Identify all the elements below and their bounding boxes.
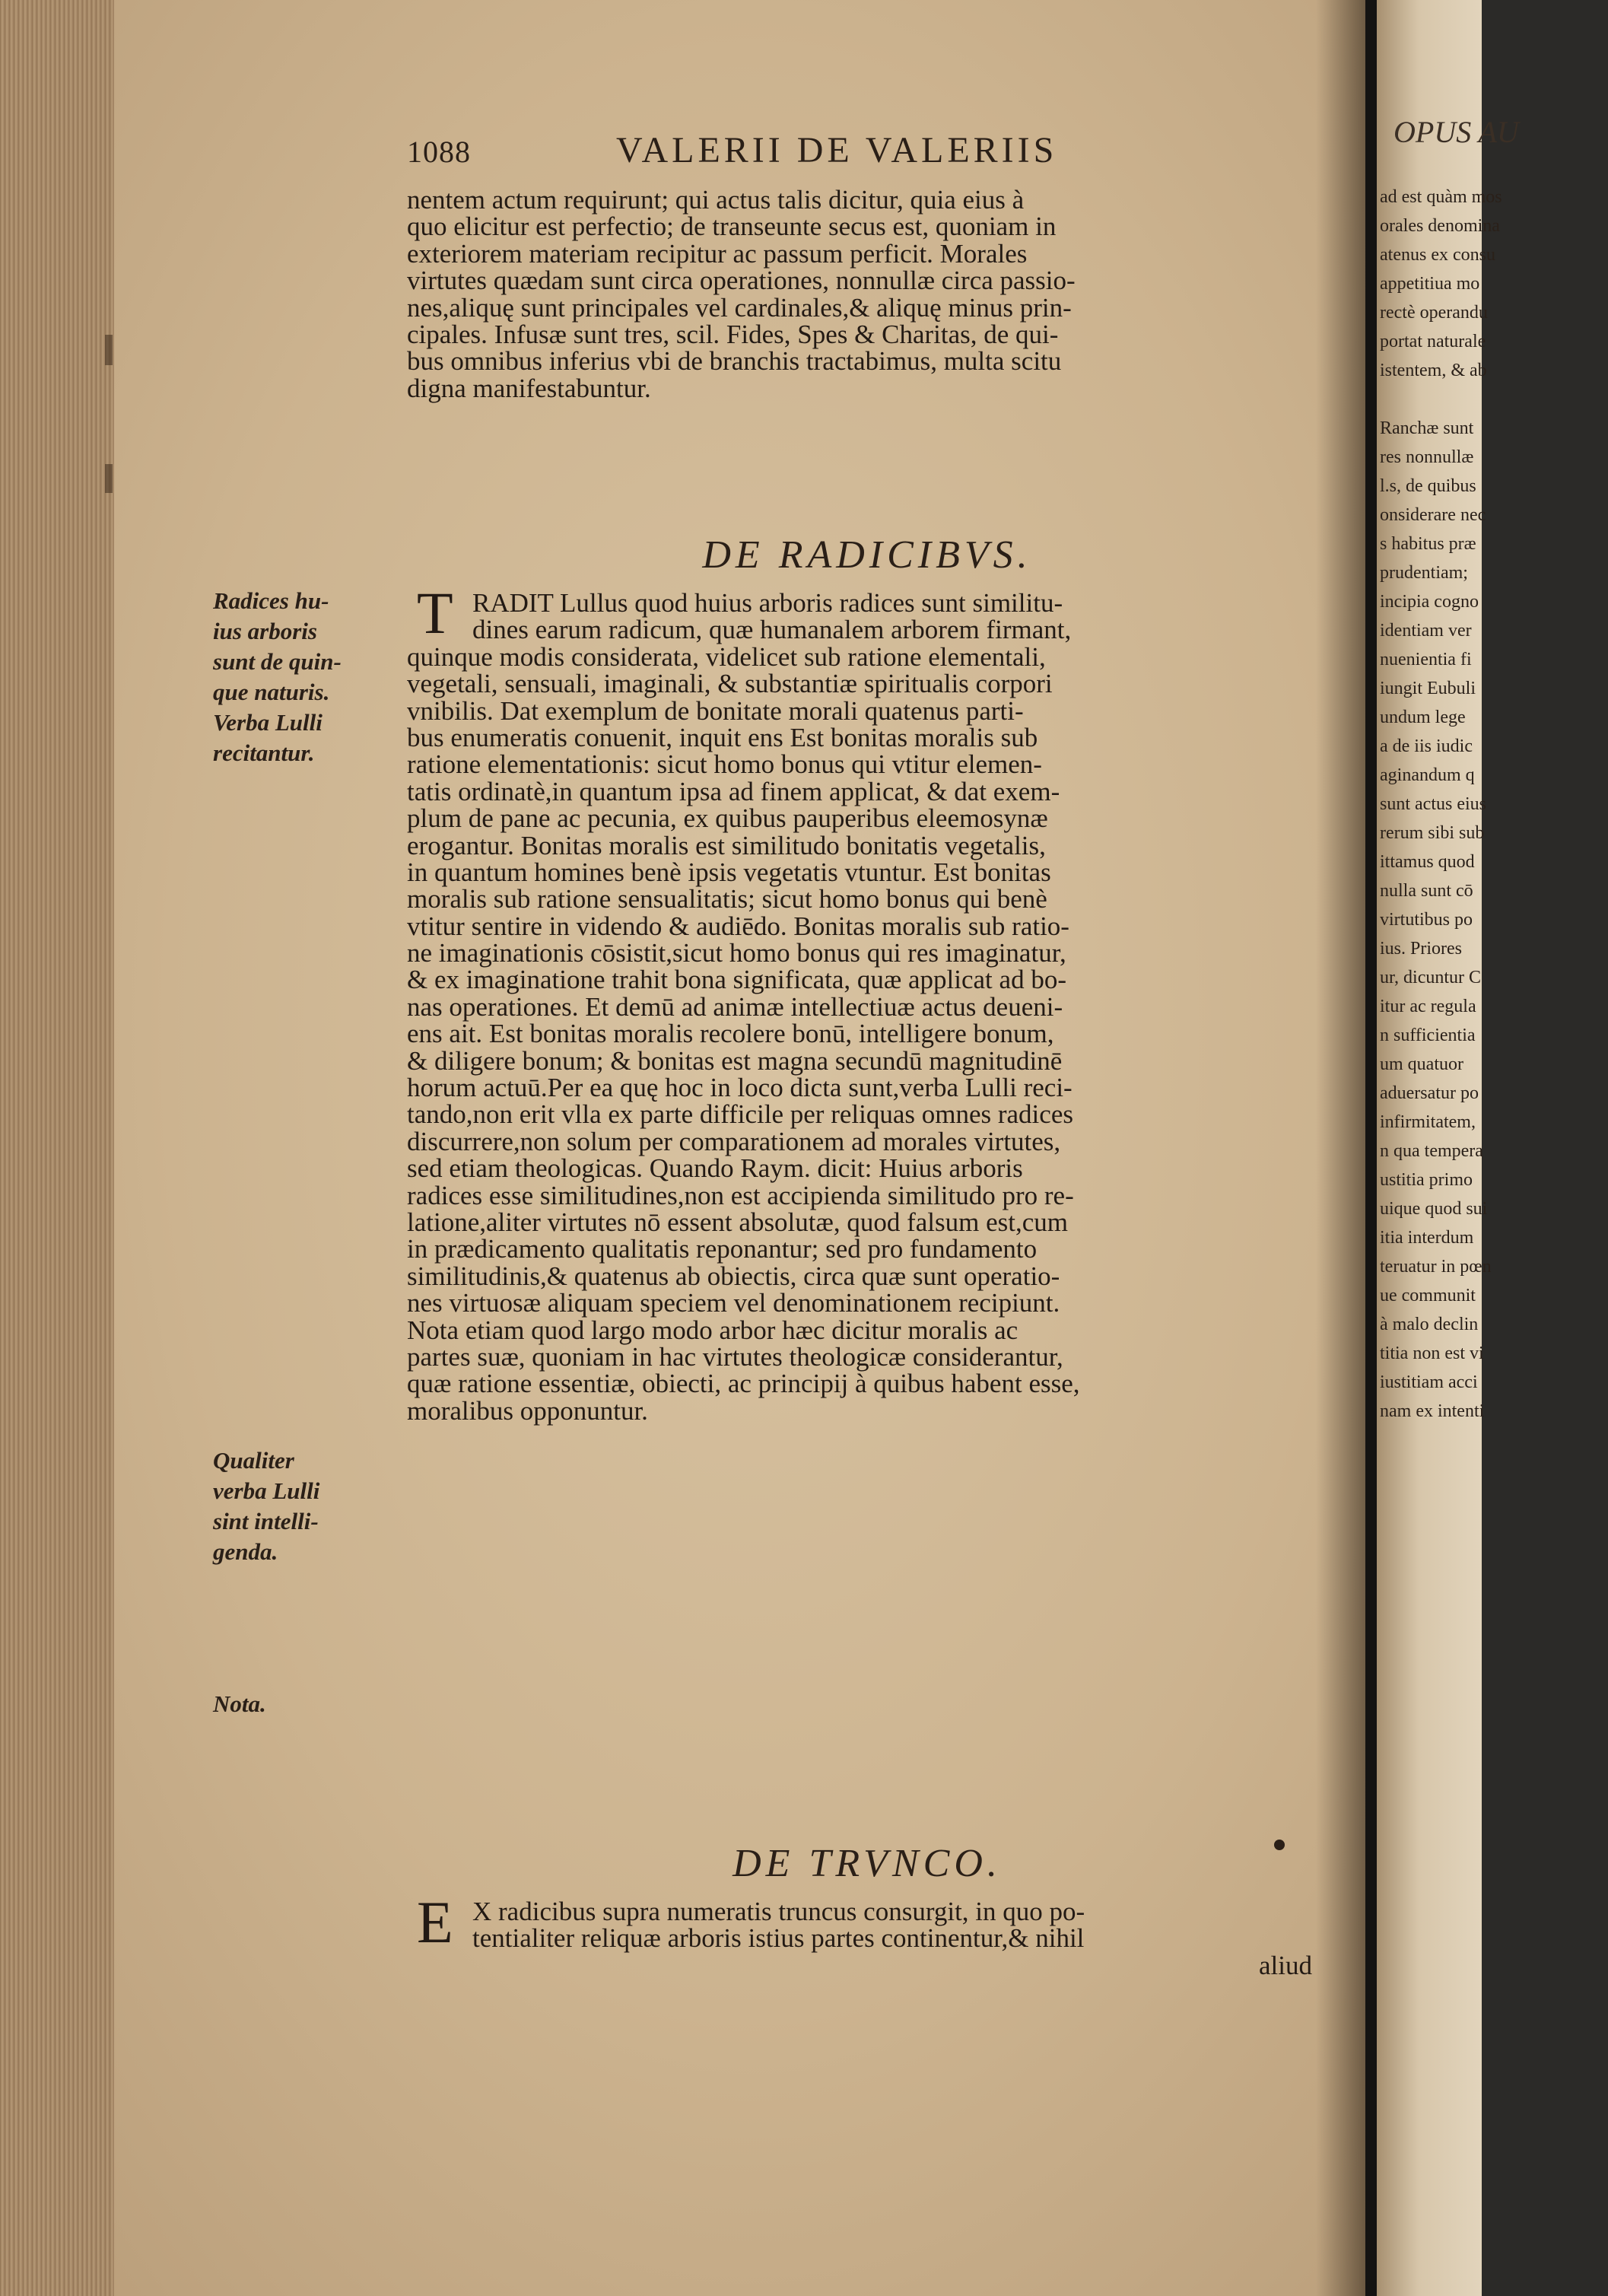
text-line: nas operationes. Et demū ad animæ intellectiuæ actus deueni- <box>407 991 1063 1022</box>
text-line: latione,aliter virtutes nō essent absolutæ, quod falsum est,cum <box>407 1207 1069 1237</box>
facing-line: appetitiua mo <box>1380 274 1480 294</box>
text-line: plum de pane ac pecunia, ex quibus pauperibus eleemosynæ <box>407 803 1048 834</box>
text-line: quinque modis considerata, videlicet sub ratione elementali, <box>407 641 1046 672</box>
facing-line: uique quod sui <box>1380 1199 1488 1219</box>
facing-line: atenus ex consu <box>1380 245 1495 265</box>
text-line: X radicibus supra numeratis truncus consurgit, in quo po- <box>472 1897 1085 1926</box>
facing-page-text <box>1380 183 1608 1426</box>
facing-line: nam ex intenti <box>1380 1401 1485 1421</box>
text-line: dines earum radicum, quæ humanalem arborem firmant, <box>472 615 1072 645</box>
marginal-line: Qualiter <box>213 1447 294 1474</box>
ink-dot-icon <box>1274 1840 1285 1850</box>
marginal-note-qualiter <box>213 1445 403 1567</box>
facing-line: itia interdum <box>1380 1228 1474 1248</box>
binding-mark <box>105 464 113 493</box>
facing-line: virtutibus po <box>1380 910 1473 930</box>
text-line: horum actuū.Per ea quę hoc in loco dicta sunt,verba Lulli reci- <box>407 1073 1073 1103</box>
marginal-note-nota <box>213 1689 403 1719</box>
facing-line <box>1380 385 1608 414</box>
marginal-note-radices <box>213 586 403 768</box>
text-line: in prædicamento qualitatis reponantur; sed pro fundamento <box>407 1234 1038 1264</box>
facing-line: ur, dicuntur C <box>1380 968 1482 987</box>
text-line: nentem actum requirunt; qui actus talis dicitur, quia eius à <box>407 185 1025 215</box>
text-line: bus enumeratis conuenit, inquit ens Est bonitas moralis sub <box>407 722 1038 752</box>
running-title: VALERII DE VALERIIS <box>616 130 1058 170</box>
facing-line: n sufficientia <box>1380 1026 1476 1045</box>
facing-line: n qua tempera <box>1380 1141 1483 1161</box>
facing-line: res nonnullæ <box>1380 447 1474 467</box>
body-text-top <box>407 186 1320 402</box>
text-line: virtutes quædam sunt circa operationes, nonnullæ circa passio- <box>407 266 1076 296</box>
facing-line: rerum sibi sub <box>1380 823 1485 843</box>
text-line: in quantum homines benè ipsis vegetatis vtuntur. Est bonitas <box>407 857 1051 887</box>
text-line: & ex imaginatione trahit bona significata, quæ applicat ad bo- <box>407 965 1066 995</box>
text-line: tatis ordinatè,in quantum ipsa ad finem applicat, & dat exem- <box>407 776 1060 806</box>
section-title-radicibus: DE RADICIBVS. <box>702 533 1032 577</box>
facing-line: nuenientia fi <box>1380 650 1472 669</box>
text-line: radices esse similitudines,non est accipienda similitudo pro re- <box>407 1180 1074 1210</box>
facing-line: itur ac regula <box>1380 997 1476 1016</box>
facing-line: istentem, & ab <box>1380 361 1487 380</box>
facing-line: l.s, de quibus <box>1380 476 1476 496</box>
facing-line: ad est quàm mos <box>1380 187 1502 207</box>
text-line: discurrere,non solum per comparationem ad morales virtutes, <box>407 1126 1061 1156</box>
section-title-trunco: DE TRVNCO. <box>732 1842 1002 1885</box>
text-line: Nota etiam quod largo modo arbor hæc dicitur moralis ac <box>407 1315 1019 1345</box>
drop-cap: T <box>417 580 453 646</box>
body-text-trunco <box>407 1898 1320 1979</box>
binding-mark <box>105 335 113 365</box>
facing-line: portat naturale <box>1380 332 1486 351</box>
marginal-line: genda. <box>213 1538 278 1565</box>
text-line: quo elicitur est perfectio; de transeunte secus est, quoniam in <box>407 211 1057 242</box>
facing-line: ittamus quod <box>1380 852 1475 872</box>
text-line: cipales. Infusæ sunt tres, scil. Fides, Spes & Charitas, de qui- <box>407 319 1059 349</box>
marginal-line: verba Lulli <box>213 1477 320 1504</box>
text-line: erogantur. Bonitas moralis est similitudo bonitatis vegetalis, <box>407 830 1046 860</box>
facing-line: undum lege <box>1380 708 1466 727</box>
text-line: vtitur sentire in videndo & audiēdo. Bonitas moralis sub ratio- <box>407 911 1069 941</box>
drop-cap: E <box>417 1889 453 1955</box>
text-line: partes suæ, quoniam in hac virtutes theologicæ considerantur, <box>407 1341 1063 1372</box>
text-line: & diligere bonum; & bonitas est magna secundū magnitudinē <box>407 1045 1063 1076</box>
facing-line: aginandum q <box>1380 765 1475 785</box>
marginal-line: sint intelli- <box>213 1508 319 1534</box>
marginal-line: Verba Lulli <box>213 709 323 736</box>
facing-line: ustitia primo <box>1380 1170 1473 1190</box>
text-line: nes,aliquę sunt principales vel cardinales,& aliquę minus prin- <box>407 292 1072 323</box>
facing-line: aduersatur po <box>1380 1083 1479 1103</box>
text-line: ne imaginationis cōsistit,sicut homo bonus qui res imaginatur, <box>407 938 1066 968</box>
text-line: tentialiter reliquæ arboris istius partes continentur,& nihil <box>472 1923 1085 1954</box>
facing-line: ius. Priores <box>1380 939 1462 959</box>
facing-line: orales denomina <box>1380 216 1500 236</box>
text-line: moralis sub ratione sensualitatis; sicut homo bonus qui benè <box>407 884 1047 914</box>
facing-line: à malo declin <box>1380 1315 1479 1334</box>
text-line: digna manifestabuntur. <box>407 373 651 403</box>
facing-line: ue communit <box>1380 1286 1476 1305</box>
facing-line: onsiderare nec <box>1380 505 1486 525</box>
text-line: exteriorem materiam recipitur ac passum perficit. Morales <box>407 238 1028 269</box>
facing-line: identiam ver <box>1380 621 1472 641</box>
marginal-line: recitantur. <box>213 739 315 766</box>
marginal-line: ius arboris <box>213 618 317 644</box>
page-edge <box>0 0 114 2296</box>
marginal-line: Nota. <box>213 1690 266 1717</box>
facing-line: iungit Eubuli <box>1380 679 1476 698</box>
text-line: vegetali, sensuali, imaginali, & substantiæ spiritualis corpori <box>407 669 1053 699</box>
facing-line: infirmitatem, <box>1380 1112 1476 1132</box>
text-line: vnibilis. Dat exemplum de bonitate morali quatenus parti- <box>407 695 1024 726</box>
facing-line: sunt actus eius <box>1380 794 1486 814</box>
text-line: ens ait. Est bonitas moralis recolere bonū, intelligere bonum, <box>407 1019 1054 1049</box>
book-gutter <box>1365 0 1377 2296</box>
text-line: sed etiam theologicas. Quando Raym. dicit: Huius arboris <box>407 1153 1023 1184</box>
facing-line: um quatuor <box>1380 1054 1463 1074</box>
body-text-radicibus <box>407 590 1320 1424</box>
facing-line: incipia cogno <box>1380 592 1479 612</box>
text-line: similitudinis,& quatenus ab obiectis, circa quæ sunt operatio- <box>407 1261 1060 1291</box>
marginal-line: sunt de quin- <box>213 648 342 675</box>
text-line: quæ ratione essentiæ, obiecti, ac principij à quibus habent esse, <box>407 1369 1080 1399</box>
text-line: tando,non erit vlla ex parte difficile per reliquas omnes radices <box>407 1099 1073 1130</box>
facing-line: titia non est vi <box>1380 1344 1484 1363</box>
text-line: RADIT Lullus quod huius arboris radices sunt similitu- <box>472 588 1063 618</box>
facing-line: prudentiam; <box>1380 563 1468 583</box>
facing-line: a de iis iudic <box>1380 736 1473 756</box>
text-line: ratione elementationis: sicut homo bonus qui vtitur elemen- <box>407 749 1042 780</box>
facing-line: Ranchæ sunt <box>1380 418 1474 438</box>
page-header <box>396 129 1308 175</box>
page-number: 1088 <box>407 135 471 169</box>
facing-line: teruatur in pœn <box>1380 1257 1492 1277</box>
catchword: aliud <box>1259 1950 1312 1980</box>
facing-page-title: OPUS AU <box>1393 115 1519 149</box>
facing-page <box>1377 0 1519 2296</box>
facing-line: iustitiam acci <box>1380 1372 1478 1392</box>
page-fold-shadow <box>1316 0 1365 2296</box>
facing-line: nulla sunt cō <box>1380 881 1473 901</box>
text-line: moralibus opponuntur. <box>407 1395 648 1426</box>
text-line: nes virtuosæ aliquam speciem vel denominationem recipiunt. <box>407 1288 1060 1318</box>
marginal-line: que naturis. <box>213 679 330 705</box>
marginal-line: Radices hu- <box>213 587 329 614</box>
text-line: bus omnibus inferius vbi de branchis tractabimus, multa scitu <box>407 346 1062 377</box>
facing-line: rectè operandu <box>1380 303 1488 323</box>
facing-line: s habitus præ <box>1380 534 1476 554</box>
